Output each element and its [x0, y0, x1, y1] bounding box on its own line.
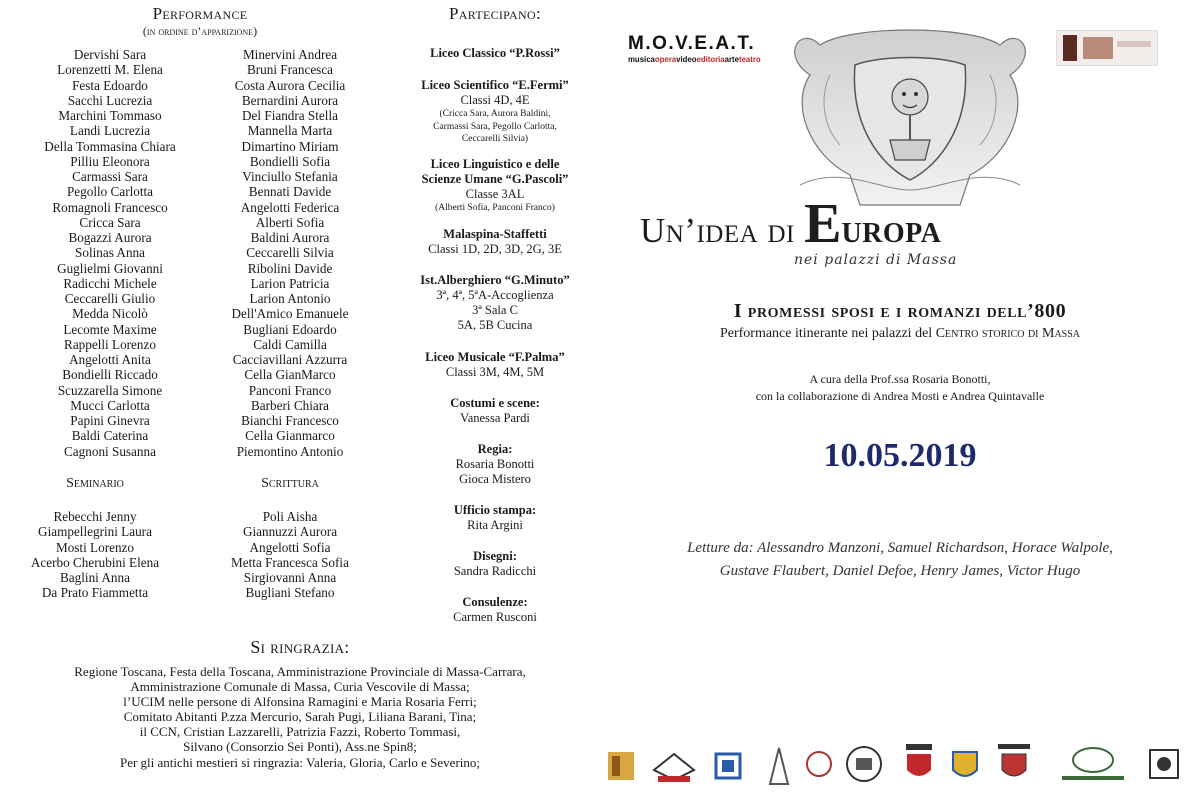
list-item: Larion Patricia	[250, 275, 330, 291]
participant-school: Liceo Musicale “F.Palma”	[425, 350, 565, 364]
list-item: Bianchi Francesco	[241, 413, 339, 428]
list-item: Romagnoli Francesco	[52, 199, 168, 215]
list-item: Piemontino Antonio	[236, 443, 344, 459]
list-item: Scuzzarella Simone	[57, 382, 163, 398]
list-item: Da Prato Fiammetta	[41, 585, 149, 601]
list-item: Bennati Davide	[248, 184, 332, 200]
list-item: Baldini Aurora	[250, 230, 330, 245]
participant-block	[395, 273, 595, 333]
performance-subtitle: (in ordine d’apparizione)	[142, 24, 258, 38]
list-item: Bondielli Sofia	[249, 153, 331, 169]
participant-block	[395, 46, 595, 61]
script-subtitle: nei palazzi di Massa	[794, 252, 958, 268]
list-item: Baldi Caterina	[71, 428, 149, 444]
list-item: Baglini Anna	[60, 570, 130, 585]
credit-name: Carmen Rusconi	[453, 610, 537, 624]
credit-block	[395, 549, 595, 579]
curator-credits: A cura della Prof.ssa Rosaria Bonotti, con la collaborazione di Andrea Mosti e Andrea Quintavalle	[755, 372, 1045, 403]
list-item: Barberi Chiara	[251, 397, 329, 413]
list-item: Carmassi Sara	[72, 169, 148, 184]
list-item: Sirgiovanni Anna	[243, 570, 337, 585]
participant-school: Malaspina-Staffetti	[443, 227, 547, 241]
credit-name: Gioca Mistero	[459, 472, 531, 486]
participant-note: (Alberti Sofia, Panconi Franco)	[435, 203, 555, 213]
sponsor-logo-2	[648, 744, 700, 786]
list-item: Ceccarelli Giulio	[64, 291, 156, 306]
credit-block	[395, 396, 595, 426]
participant-block	[395, 78, 595, 146]
event-subtitle: I promessi sposi e i romanzi dell’800	[733, 300, 1067, 322]
list-item: Costa Aurora Cecilia	[234, 77, 346, 93]
list-item: Minervini Andrea	[242, 47, 338, 62]
thanks-line: Amministrazione Comunale di Massa, Curia Vescovile di Massa;	[130, 679, 470, 695]
credit-name: Vanessa Pardi	[460, 411, 530, 425]
participant-classes: Classi 3M, 4M, 5M	[445, 365, 545, 379]
list-item: Radicchi Michele	[63, 275, 157, 291]
coat-of-arms-illustration	[760, 15, 1060, 215]
participant-classes: 5A, 5B Cucina	[457, 318, 533, 332]
list-item: Acerbo Cherubini Elena	[30, 554, 160, 570]
credit-role: Consulenze:	[462, 595, 528, 609]
sponsor-logo-8	[948, 744, 982, 786]
list-item: Vinciullo Stefania	[242, 169, 338, 184]
sponsor-logo-7	[902, 742, 936, 786]
participant-school: Liceo Classico “P.Rossi”	[430, 46, 560, 60]
readings-list: Letture da: Alessandro Manzoni, Samuel Richardson, Horace Walpole, Gustave Flaubert, Daniel Defoe, Henry James, Victor Hugo	[687, 540, 1113, 579]
list-item: Festa Edoardo	[72, 77, 148, 93]
sponsor-logos	[596, 740, 1193, 792]
list-item: Bondielli Riccado	[62, 367, 158, 383]
participant-school: Liceo Linguistico e delle	[430, 157, 560, 171]
scrittura-list	[190, 509, 390, 601]
participant-note: (Cricca Sara, Aurora Baldini,	[439, 109, 551, 119]
participant-note: Carmassi Sara, Pegollo Carlotta,	[433, 121, 557, 132]
list-item: Solinas Anna	[75, 245, 145, 261]
moveat-logo-title: M.O.V.E.A.T.	[628, 33, 756, 54]
list-item: Cella Gianmarco	[245, 428, 335, 444]
participant-block	[395, 157, 595, 215]
list-item: Ribolini Davide	[247, 260, 333, 276]
thanks-line: Comitato Abitanti P.zza Mercurio, Sarah Pugi, Liliana Barani, Tina;	[123, 709, 477, 725]
list-item: Panconi Franco	[248, 382, 332, 398]
participant-classes: Classi 1D, 2D, 3D, 2G, 3E	[428, 242, 562, 256]
list-item: Alberti Sofia	[255, 214, 325, 230]
credit-role: Costumi e scene:	[450, 396, 540, 410]
participant-classes: 3ª Sala C	[472, 303, 518, 317]
list-item: Mosti Lorenzo	[55, 539, 134, 555]
list-item: Guglielmi Giovanni	[57, 260, 163, 276]
sponsor-logo-9	[994, 742, 1034, 786]
sponsor-logo-11	[1144, 742, 1184, 788]
credit-name: Rita Argini	[467, 518, 523, 532]
performance-title: Performance	[152, 4, 248, 23]
list-item: Larion Antonio	[249, 291, 331, 306]
sponsor-logo-5	[804, 746, 834, 786]
sponsor-logo-1	[604, 746, 638, 786]
participant-school: Scienze Umane “G.Pascoli”	[421, 172, 569, 186]
list-item: Lorenzetti M. Elena	[57, 62, 163, 78]
scrittura-title: Scrittura	[261, 476, 319, 491]
participant-school: Liceo Scientifico “E.Fermi”	[421, 78, 569, 92]
performance-line: Performance itinerante nei palazzi del Centro storico di Massa	[719, 326, 1081, 341]
credit-role: Disegni:	[473, 549, 517, 563]
participant-classes: Classi 4D, 4E	[460, 93, 530, 107]
list-item: Caldi Camilla	[253, 336, 327, 352]
list-item: Pilliu Eleonora	[70, 153, 150, 169]
list-item: Cella GianMarco	[244, 367, 336, 383]
list-item: Pegollo Carlotta	[66, 184, 154, 200]
list-item: Cricca Sara	[79, 214, 141, 230]
list-item: Lecomte Maxime	[63, 321, 157, 337]
list-item: Del Fiandra Stella	[242, 108, 338, 123]
thanks-line: il CCN, Cristian Lazzarelli, Patrizia Fazzi, Roberto Tommasi,	[139, 724, 461, 740]
list-item: Bogazzi Aurora	[68, 230, 152, 245]
list-item: Angelotti Anita	[69, 352, 151, 367]
sponsor-logo-10	[1056, 742, 1130, 788]
thanks-text	[20, 664, 580, 770]
list-item: Dimartino Miriam	[241, 138, 339, 154]
participant-classes: Classe 3AL	[465, 187, 525, 201]
credit-role: Regia:	[477, 442, 513, 456]
list-item: Mucci Carlotta	[70, 397, 150, 413]
list-item: Cacciavillani Azzurra	[232, 352, 348, 367]
sponsor-logo-3	[706, 742, 762, 786]
credit-name: Sandra Radicchi	[453, 564, 537, 578]
credit-name: Rosaria Bonotti	[455, 457, 535, 471]
list-item: Medda Nicolò	[72, 306, 148, 322]
moveat-logo	[628, 34, 761, 64]
event-date: 10.05.2019	[823, 437, 977, 474]
sponsor-logo-4	[768, 746, 790, 786]
list-item: Papini Ginevra	[70, 413, 150, 428]
list-item: Dell'Amico Emanuele	[231, 306, 349, 322]
main-title: Un’idea di Europa	[640, 193, 942, 255]
credit-block	[395, 503, 595, 533]
credit-role: Ufficio stampa:	[453, 503, 537, 517]
partner-logo-top-right	[1056, 30, 1158, 66]
moveat-logo-subtitle: musicaoperavideoeditoriaarteteatro	[628, 55, 761, 64]
thanks-line: l’UCIM nelle persone di Alfonsina Ramagini e Maria Rosaria Ferri;	[123, 694, 477, 710]
seminario-title: Seminario	[66, 476, 124, 491]
list-item: Landi Lucrezia	[69, 123, 151, 139]
list-item: Bugliani Edoardo	[243, 321, 337, 337]
list-item: Dervishi Sara	[73, 47, 147, 62]
thanks-line: Silvano (Consorzio Sei Ponti), Ass.ne Spin8;	[183, 739, 417, 755]
list-item: Sacchi Lucrezia	[67, 92, 153, 108]
list-item: Metta Francesca Sofia	[231, 554, 349, 570]
list-item: Della Tommasina Chiara	[44, 138, 176, 154]
thanks-line: Per gli antichi mestieri si ringrazia: Valeria, Gloria, Carlo e Severino;	[119, 754, 481, 770]
list-item: Angelotti Sofia	[249, 539, 331, 555]
list-item: Bruni Francesca	[246, 62, 334, 78]
participant-block	[395, 350, 595, 380]
performance-list-1	[5, 47, 215, 459]
list-item: Bernardini Aurora	[241, 92, 339, 108]
performance-list-2	[190, 47, 390, 459]
participant-block	[395, 227, 595, 257]
list-item: Bugliani Stefano	[245, 585, 335, 601]
list-item: Angelotti Federica	[240, 199, 340, 215]
credit-block	[395, 595, 595, 625]
list-item: Mannella Marta	[247, 123, 333, 139]
participant-classes: 3ª, 4ª, 5ªA-Accoglienza	[436, 288, 554, 302]
list-item: Rappelli Lorenzo	[64, 336, 156, 352]
partecipano-title: Partecipano:	[449, 4, 541, 23]
credit-block	[395, 442, 595, 487]
list-item: Cagnoni Susanna	[64, 443, 156, 459]
list-item: Ceccarelli Silvia	[246, 245, 334, 261]
list-item: Giannuzzi Aurora	[242, 524, 338, 540]
list-item: Marchini Tommaso	[58, 108, 162, 123]
seminario-list	[5, 509, 185, 601]
list-item: Poli Aisha	[262, 509, 318, 524]
sponsor-logo-6	[844, 744, 884, 784]
participant-school: Ist.Alberghiero “G.Minuto”	[420, 273, 570, 287]
list-item: Rebecchi Jenny	[53, 509, 137, 524]
list-item: Giampellegrini Laura	[38, 524, 152, 540]
thanks-line: Regione Toscana, Festa della Toscana, Amministrazione Provinciale di Massa-Carrara,	[74, 664, 526, 679]
participant-note: Ceccarelli Silvia)	[461, 134, 529, 144]
thanks-title: Si ringrazia:	[250, 637, 350, 657]
